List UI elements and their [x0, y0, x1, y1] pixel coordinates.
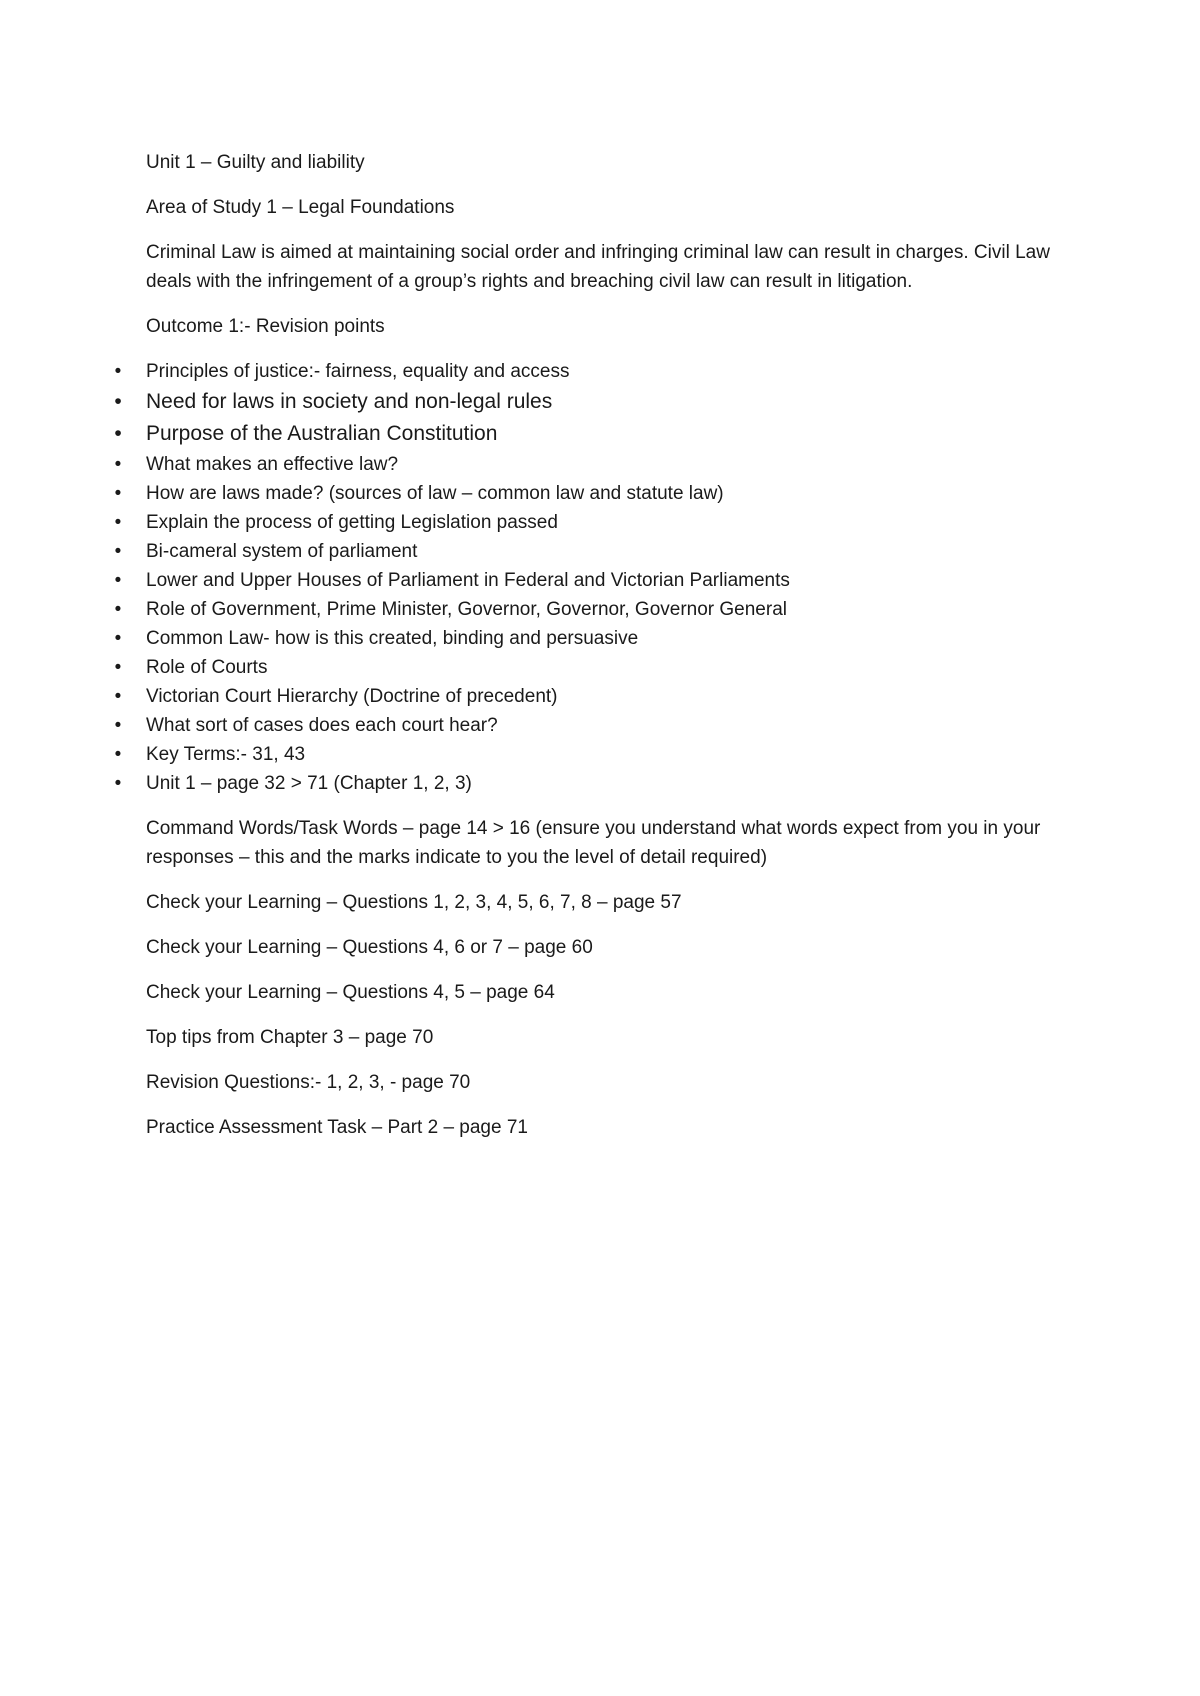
list-item: • How are laws made? (sources of law – common law and statute law): [0, 479, 1066, 508]
list-item: • Role of Government, Prime Minister, Governor, Governor, Governor General: [0, 595, 1066, 624]
list-item: • Role of Courts: [0, 653, 1066, 682]
task-line: Check your Learning – Questions 4, 5 – page 64: [146, 982, 555, 1003]
bullet-icon: •: [114, 454, 122, 475]
list-item: • Key Terms:- 31, 43: [0, 740, 1066, 769]
bullet-icon: •: [114, 483, 122, 504]
document-body: [114, 148, 1066, 1158]
bullet-icon: •: [114, 512, 122, 533]
task-line: Practice Assessment Task – Part 2 – page 71: [146, 1117, 528, 1138]
list-item: • Lower and Upper Houses of Parliament in Federal and Victorian Parliaments: [0, 566, 1066, 595]
bullet-icon: •: [114, 390, 122, 413]
bullet-icon: •: [114, 541, 122, 562]
revision-points-list: [114, 357, 1066, 798]
bullet-icon: •: [114, 744, 122, 765]
unit-title: Unit 1 – Guilty and liability: [146, 152, 365, 173]
task-line: Revision Questions:- 1, 2, 3, - page 70: [146, 1072, 471, 1093]
list-item: • Common Law- how is this created, binding and persuasive: [0, 624, 1066, 653]
list-item: • Bi-cameral system of parliament: [0, 537, 1066, 566]
intro-paragraph: Criminal Law is aimed at maintaining social order and infringing criminal law can result in charges. Civil Law deals with the infringement of a group’s rights and breaching civil law can result in litigation.: [146, 242, 1050, 292]
bullet-icon: •: [114, 570, 122, 591]
bullet-icon: •: [114, 422, 122, 445]
task-line: Top tips from Chapter 3 – page 70: [146, 1027, 434, 1048]
list-item: • Victorian Court Hierarchy (Doctrine of precedent): [0, 682, 1066, 711]
bullet-icon: •: [114, 599, 122, 620]
bullet-icon: •: [114, 715, 122, 736]
list-item: • Explain the process of getting Legislation passed: [0, 508, 1066, 537]
list-item: • What sort of cases does each court hear?: [0, 711, 1066, 740]
bullet-icon: •: [114, 361, 122, 382]
list-item: • Principles of justice:- fairness, equality and access: [0, 357, 1066, 386]
list-item: • Need for laws in society and non-legal rules: [0, 386, 1066, 418]
task-line: Check your Learning – Questions 4, 6 or 7 – page 60: [146, 937, 593, 958]
list-item: • Purpose of the Australian Constitution: [0, 418, 1066, 450]
bullet-icon: •: [114, 628, 122, 649]
bullet-icon: •: [114, 657, 122, 678]
command-words-paragraph: Command Words/Task Words – page 14 > 16 (ensure you understand what words expect from you in your responses – this and the marks indicate to you the level of detail required): [146, 818, 1041, 868]
bullet-icon: •: [114, 686, 122, 707]
task-line: Check your Learning – Questions 1, 2, 3, 4, 5, 6, 7, 8 – page 57: [146, 892, 682, 913]
bullet-icon: •: [114, 773, 122, 794]
list-item: • Unit 1 – page 32 > 71 (Chapter 1, 2, 3): [0, 769, 1066, 798]
list-item: • What makes an effective law?: [0, 450, 1066, 479]
outcome-heading: Outcome 1:- Revision points: [146, 316, 385, 337]
area-of-study: Area of Study 1 – Legal Foundations: [146, 197, 455, 218]
